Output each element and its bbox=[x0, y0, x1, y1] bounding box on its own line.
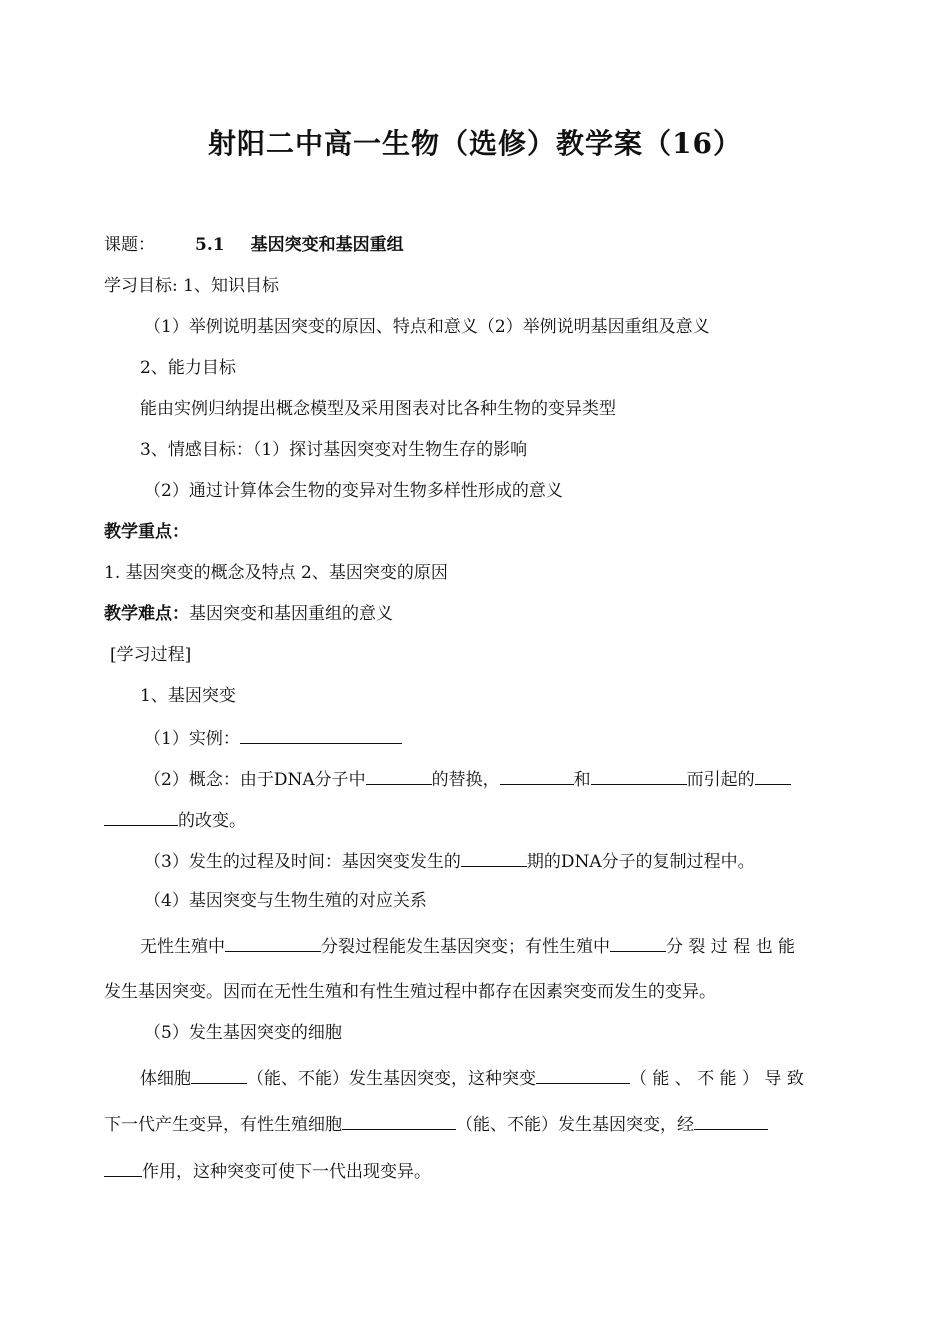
concept-blank-4[interactable] bbox=[755, 766, 791, 785]
timing-text-2: 期的DNA分子的复制过程中。 bbox=[526, 852, 755, 872]
concept-blank-2[interactable] bbox=[500, 766, 574, 785]
reproduction-text-1: 无性生殖中 bbox=[140, 937, 225, 957]
key-points-text: 1. 基因突变的概念及特点 2、基因突变的原因 bbox=[104, 563, 448, 583]
reproduction-line-2: 发生基因突变。因而在无性生殖和有性生殖过程中都存在因素突变而发生的变异。 bbox=[104, 982, 716, 1002]
concept-text-4: 而引起的 bbox=[686, 770, 755, 790]
cells-blank-3[interactable] bbox=[342, 1111, 456, 1130]
cells-text-6: 作用，这种突变可使下一代出现变异。 bbox=[142, 1162, 431, 1182]
reproduction-blank-1[interactable] bbox=[225, 933, 321, 952]
lesson-number: 5.1 bbox=[195, 235, 225, 255]
difficult-points-label: 教学难点： bbox=[104, 604, 189, 624]
ability-objective-label: 2、能力目标 bbox=[140, 358, 236, 378]
cells-text-2: （能、不能）发生基因突变，这种突变 bbox=[247, 1069, 536, 1089]
reproduction-text-3: 分 裂 过 程 也 能 bbox=[666, 937, 796, 957]
cells-blank-1[interactable] bbox=[191, 1065, 247, 1084]
document-title: 射阳二中高一生物（选修）教学案（16） bbox=[208, 127, 742, 160]
concept-blank-3[interactable] bbox=[591, 766, 687, 785]
cells-text-4: 下一代产生变异，有性生殖细胞 bbox=[104, 1115, 342, 1135]
concept-blank-1[interactable] bbox=[366, 766, 432, 785]
ability-objective: 能由实例归纳提出概念模型及采用图表对比各种生物的变异类型 bbox=[140, 399, 616, 419]
concept-line-2 bbox=[104, 807, 246, 833]
example-label: （1）实例： bbox=[144, 729, 240, 749]
section-gene-mutation: 1、基因突变 bbox=[140, 686, 236, 706]
example-blank[interactable] bbox=[240, 725, 402, 744]
emotion-objective-1: 3、情感目标：（1）探讨基因突变对生物生存的影响 bbox=[140, 440, 528, 460]
concept-text-1: （2）概念：由于DNA分子中 bbox=[144, 770, 366, 790]
lesson-label: 课题： bbox=[104, 235, 155, 255]
lesson-name: 基因突变和基因重组 bbox=[250, 235, 404, 255]
cells-line-1 bbox=[140, 1065, 804, 1091]
timing-line bbox=[144, 848, 755, 874]
concept-line bbox=[144, 766, 791, 792]
concept-blank-4b[interactable] bbox=[104, 807, 178, 826]
process-label: [学习过程] bbox=[110, 645, 192, 665]
cells-blank-2[interactable] bbox=[536, 1065, 630, 1084]
cells-label: （5）发生基因突变的细胞 bbox=[144, 1023, 342, 1043]
reproduction-blank-2[interactable] bbox=[610, 933, 666, 952]
reproduction-label: （4）基因突变与生物生殖的对应关系 bbox=[144, 891, 427, 911]
concept-text-2: 的替换， bbox=[431, 770, 500, 790]
concept-text-3: 和 bbox=[573, 770, 591, 790]
lesson-line bbox=[104, 233, 404, 257]
timing-text-1: （3）发生的过程及时间：基因突变发生的 bbox=[144, 852, 461, 872]
cells-blank-4[interactable] bbox=[694, 1111, 768, 1130]
emotion-objective-2: （2）通过计算体会生物的变异对生物多样性形成的意义 bbox=[144, 481, 563, 501]
objectives-label: 学习目标: 1、知识目标 bbox=[104, 276, 279, 296]
cells-blank-4b[interactable] bbox=[104, 1158, 142, 1177]
timing-blank[interactable] bbox=[461, 848, 527, 867]
difficult-points-text: 基因突变和基因重组的意义 bbox=[189, 604, 393, 624]
cells-line-3 bbox=[104, 1158, 431, 1184]
example-line bbox=[144, 725, 402, 751]
cells-text-3: （ 能 、 不 能 ） 导 致 bbox=[630, 1069, 804, 1089]
cells-text-5: （能、不能）发生基因突变，经 bbox=[456, 1115, 694, 1135]
key-points-label: 教学重点： bbox=[104, 522, 189, 542]
difficult-points-line bbox=[104, 602, 393, 626]
reproduction-text-2: 分裂过程能发生基因突变；有性生殖中 bbox=[321, 937, 610, 957]
cells-line-2 bbox=[104, 1111, 768, 1137]
concept-text-5: 的改变。 bbox=[178, 811, 246, 831]
reproduction-line-1 bbox=[140, 933, 795, 959]
knowledge-objectives: （1）举例说明基因突变的原因、特点和意义（2）举例说明基因重组及意义 bbox=[144, 317, 710, 337]
cells-text-1: 体细胞 bbox=[140, 1069, 191, 1089]
